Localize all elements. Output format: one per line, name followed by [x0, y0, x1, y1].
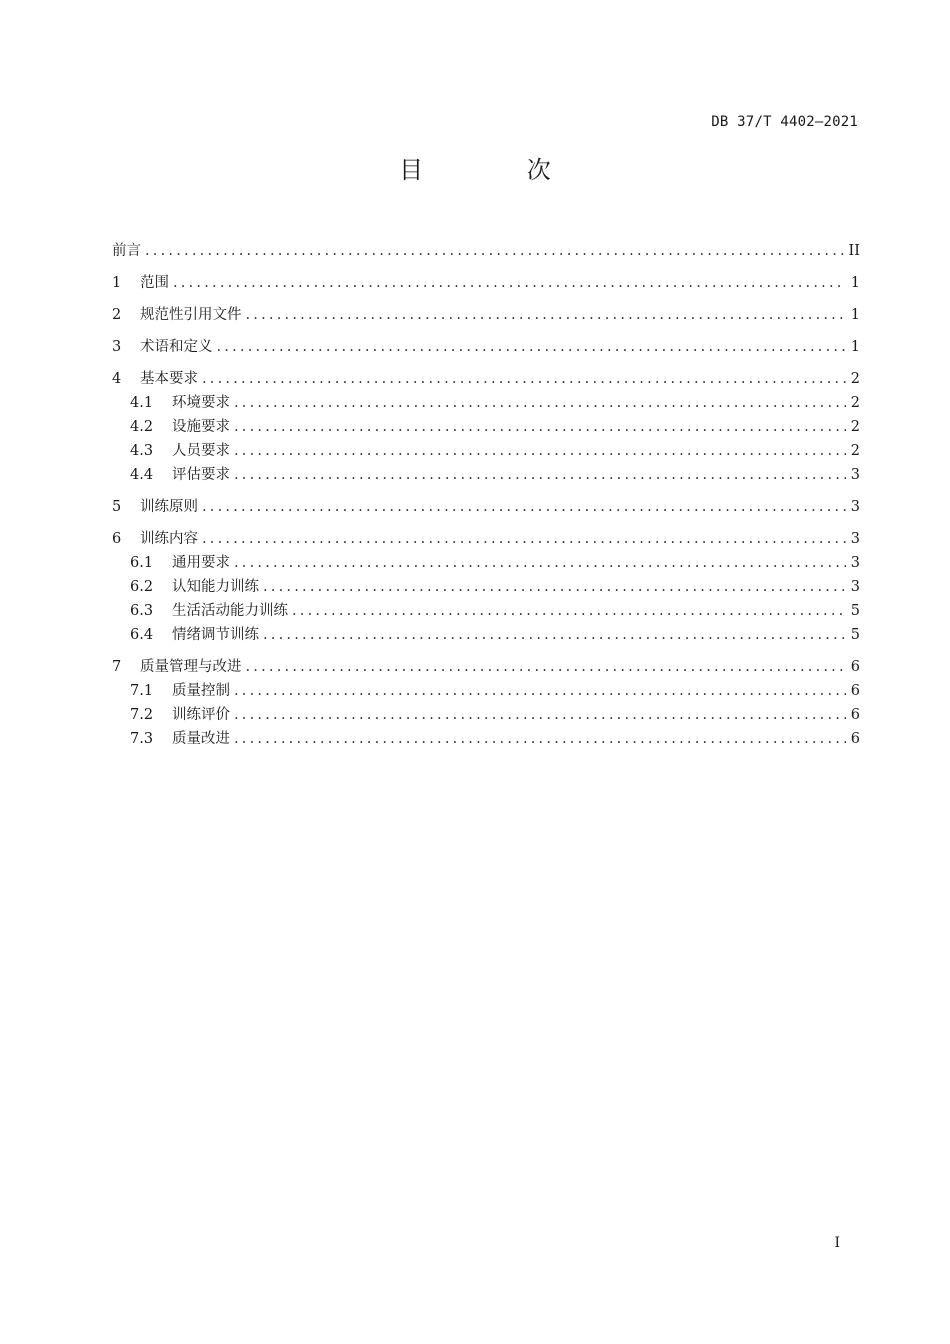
toc-entry-number: 4.1: [130, 395, 154, 411]
toc-dot-leader: [202, 527, 846, 551]
toc-entry[interactable]: [112, 495, 860, 519]
toc-entry[interactable]: [112, 623, 860, 647]
toc-entry-number: 6.1: [130, 555, 154, 571]
toc-dot-leader: [234, 391, 846, 415]
toc-dot-leader: [234, 727, 846, 751]
toc-entry[interactable]: [112, 271, 860, 295]
toc-entry-page: 6: [850, 707, 860, 723]
toc-entry-label: 范围: [140, 275, 169, 291]
toc-dot-leader: [202, 495, 846, 519]
toc-entry-page: 1: [850, 307, 860, 323]
toc-entry-page: 6: [850, 659, 860, 675]
toc-dot-leader: [234, 679, 846, 703]
toc-entry-number: 7.2: [130, 707, 154, 723]
toc-entry-number: 6: [112, 531, 122, 547]
toc-entry-page: 2: [850, 443, 860, 459]
toc-entry-number: 7.1: [130, 683, 154, 699]
toc-entry-number: 7.3: [130, 731, 154, 747]
toc-entry[interactable]: [112, 655, 860, 679]
toc-entry-number: 5: [112, 499, 122, 515]
toc-entry-page: 3: [850, 579, 860, 595]
toc-dot-leader: [217, 335, 847, 359]
toc-entry-number: 3: [112, 339, 122, 355]
toc-dot-leader: [263, 623, 846, 647]
toc-entry-number: 4.3: [130, 443, 154, 459]
toc-entry[interactable]: [112, 391, 860, 415]
toc-entry-number: 2: [112, 307, 122, 323]
toc-entry-page: II: [848, 243, 860, 259]
toc-dot-leader: [173, 271, 846, 295]
toc-entry[interactable]: [112, 575, 860, 599]
toc-entry-page: 1: [850, 275, 860, 291]
toc-entry-number: 4: [112, 371, 122, 387]
toc-entry-page: 3: [850, 531, 860, 547]
toc-entry-page: 6: [850, 731, 860, 747]
toc-dot-leader: [145, 239, 845, 263]
toc-dot-leader: [263, 575, 846, 599]
toc-entry[interactable]: [112, 439, 860, 463]
toc-entry[interactable]: [112, 527, 860, 551]
toc-entry-page: 5: [850, 603, 860, 619]
toc-entry-label: 训练内容: [140, 531, 198, 547]
toc-entry-label: 设施要求: [172, 419, 230, 435]
toc-dot-leader: [246, 655, 847, 679]
page-number: I: [834, 1235, 840, 1251]
toc-entry-page: 3: [850, 499, 860, 515]
toc-entry-number: 6.3: [130, 603, 154, 619]
toc-dot-leader: [234, 551, 846, 575]
toc-entry-label: 环境要求: [172, 395, 230, 411]
toc-entry-label: 人员要求: [172, 443, 230, 459]
toc-entry-page: 2: [850, 419, 860, 435]
toc-entry[interactable]: [112, 551, 860, 575]
toc-entry[interactable]: [112, 335, 860, 359]
toc-entry-page: 5: [850, 627, 860, 643]
toc-entry-label: 认知能力训练: [172, 579, 259, 595]
toc-entry-label: 质量控制: [172, 683, 230, 699]
document-code: DB 37/T 4402—2021: [711, 114, 858, 130]
toc-entry-page: 1: [850, 339, 860, 355]
toc-entry[interactable]: [112, 415, 860, 439]
toc-entry-number: 6.2: [130, 579, 154, 595]
toc-entry-label: 训练原则: [140, 499, 198, 515]
toc-entry-label: 质量改进: [172, 731, 230, 747]
toc-entry-number: 4.2: [130, 419, 154, 435]
toc-entry[interactable]: [112, 599, 860, 623]
toc-entry-page: 2: [850, 371, 860, 387]
toc-entry-label: 情绪调节训练: [172, 627, 259, 643]
toc-entry[interactable]: [112, 463, 860, 487]
toc-entry-label: 通用要求: [172, 555, 230, 571]
toc-entry-label: 术语和定义: [140, 339, 213, 355]
toc-entry-label: 前言: [112, 243, 141, 259]
toc-entry-number: 6.4: [130, 627, 154, 643]
toc-entry-label: 规范性引用文件: [140, 307, 242, 323]
toc-dot-leader: [234, 703, 846, 727]
toc-entry-page: 2: [850, 395, 860, 411]
toc-entry-number: 4.4: [130, 467, 154, 483]
toc-entry[interactable]: [112, 727, 860, 751]
toc-entry-label: 生活活动能力训练: [172, 603, 288, 619]
toc-entry-label: 质量管理与改进: [140, 659, 242, 675]
toc-entry-page: 3: [850, 467, 860, 483]
toc-dot-leader: [292, 599, 846, 623]
toc-entry[interactable]: [112, 303, 860, 327]
toc-dot-leader: [234, 439, 846, 463]
toc-dot-leader: [202, 367, 846, 391]
toc-dot-leader: [234, 463, 846, 487]
toc-entry-number: 1: [112, 275, 122, 291]
table-of-contents: [112, 239, 860, 751]
toc-entry-label: 基本要求: [140, 371, 198, 387]
toc-entry-label: 评估要求: [172, 467, 230, 483]
toc-title: 目 次: [399, 156, 599, 184]
toc-entry[interactable]: [112, 703, 860, 727]
toc-entry[interactable]: [112, 679, 860, 703]
toc-entry-number: 7: [112, 659, 122, 675]
toc-dot-leader: [234, 415, 846, 439]
toc-entry[interactable]: [112, 239, 860, 263]
toc-entry[interactable]: [112, 367, 860, 391]
toc-dot-leader: [246, 303, 847, 327]
toc-entry-page: 3: [850, 555, 860, 571]
toc-entry-label: 训练评价: [172, 707, 230, 723]
toc-entry-page: 6: [850, 683, 860, 699]
